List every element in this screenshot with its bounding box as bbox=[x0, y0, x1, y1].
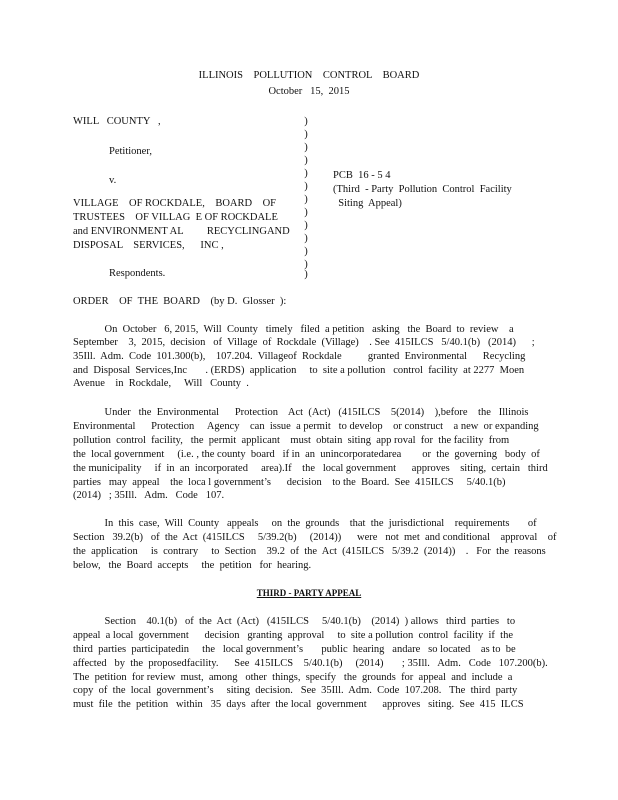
para3-line: In this case, Will County appeals on the grounds that the jurisdictional requirements of bbox=[73, 518, 537, 529]
caption-paren: ) bbox=[304, 116, 308, 127]
para1-line: On October 6, 2015, Will County timely filed a petition asking the Board to review a bbox=[73, 324, 514, 335]
caption-paren: ) bbox=[304, 142, 308, 153]
petitioner-label: Petitioner, bbox=[109, 146, 153, 157]
caption-paren: ) bbox=[304, 129, 308, 140]
case-type-line: (Third - Party Pollution Control Facility bbox=[333, 184, 512, 195]
para3-line: Section 39.2(b) of the Act (415ILCS 5/39.2(b) (2014)) were not met and conditional approval of bbox=[73, 532, 557, 543]
caption-paren: ) bbox=[304, 233, 308, 244]
case-number: PCB 16 - 5 4 bbox=[333, 170, 391, 181]
petitioner-party-name: WILL COUNTY , bbox=[73, 116, 161, 127]
respondent-name-line: DISPOSAL SERVICES, INC , bbox=[73, 240, 224, 251]
para1-line: and Disposal Services,Inc . (ERDS) application to site a pollution control facility at 2277 Moen bbox=[73, 365, 525, 376]
caption-paren: ) bbox=[304, 181, 308, 192]
caption-paren: ) bbox=[304, 246, 308, 257]
para4-line: copy of the local government’s siting decision. See 35Ill. Adm. Code 107.208. The third party bbox=[73, 685, 518, 696]
order-line: ORDER OF THE BOARD (by D. Glosser ): bbox=[73, 296, 287, 307]
caption-paren: ) bbox=[304, 155, 308, 166]
respondent-name-line: VILLAGE OF ROCKDALE, BOARD OF bbox=[73, 198, 277, 209]
para1-line: Avenue in Rockdale, Will County . bbox=[73, 378, 249, 389]
para4-line: appeal a local government decision granting approval to site a pollution control facility if the bbox=[73, 630, 514, 641]
respondents-label: Respondents. bbox=[109, 268, 166, 279]
para4-line: must file the petition within 35 days after the local government approves siting. See 415 ILCS bbox=[73, 699, 524, 710]
section-heading bbox=[0, 589, 618, 598]
caption-paren: ) bbox=[304, 220, 308, 231]
case-type-line: Siting Appeal) bbox=[333, 198, 402, 209]
respondent-name-line: TRUSTEES OF VILLAG E OF ROCKDALE bbox=[73, 212, 278, 223]
para2-line: Under the Environmental Protection Act (Act) (415ILCS 5(2014) ),before the Illinois bbox=[73, 407, 529, 418]
caption-paren: ) bbox=[304, 259, 308, 270]
para2-line: (2014) ; 35Ill. Adm. Code 107. bbox=[73, 490, 225, 501]
para3-line: the application is contrary to Section 39.2 of the Act (415ILCS 5/39.2 (2014)) . For the reasons bbox=[73, 546, 546, 557]
para2-line: parties may appeal the loca l government’s decision to the Board. See 415ILCS 5/40.1(b) bbox=[73, 477, 506, 488]
para2-line: pollution control facility, the permit applicant must obtain siting app roval for the facility from bbox=[73, 435, 510, 446]
para1-line: 35Ill. Adm. Code 101.300(b), 107.204. Villageof Rockdale granted Environmental Recycling bbox=[73, 351, 526, 362]
para3-line: below, the Board accepts the petition for hearing. bbox=[73, 560, 312, 571]
para2-line: the municipality if in an incorporated area).If the local government approves siting, certain third bbox=[73, 463, 548, 474]
caption-paren: ) bbox=[304, 269, 308, 280]
para4-line: The petition for review must, among other things, specify the grounds for appeal and include a bbox=[73, 672, 513, 683]
caption-paren: ) bbox=[304, 168, 308, 179]
para2-line: Environmental Protection Agency can issue a permit to develop or construct a new or expanding bbox=[73, 421, 539, 432]
section-heading-text: THIRD - PARTY APPEAL bbox=[256, 588, 362, 598]
respondent-name-line: and ENVIRONMENT AL RECYCLINGAND bbox=[73, 226, 290, 237]
caption-paren: ) bbox=[304, 207, 308, 218]
para4-line: affected by the proposedfacility. See 415ILCS 5/40.1(b) (2014) ; 35Ill. Adm. Code 107.200(b). bbox=[73, 658, 548, 669]
agency-title: ILLINOIS POLLUTION CONTROL BOARD bbox=[198, 70, 420, 81]
para2-line: the local government (i.e. , the county board if in an unincorporatedarea or the governing body of bbox=[73, 449, 540, 460]
para1-line: September 3, 2015, decision of Village of Rockdale (Village) . See 415ILCS 5/40.1(b) (2014) ; bbox=[73, 337, 535, 348]
order-date: October 15, 2015 bbox=[268, 86, 350, 97]
para4-line: third parties participatedin the local government’s public hearing andare so located as to be bbox=[73, 644, 516, 655]
caption-paren: ) bbox=[304, 194, 308, 205]
para4-line: Section 40.1(b) of the Act (Act) (415ILCS 5/40.1(b) (2014) ) allows third parties to bbox=[73, 616, 516, 627]
versus-label: v. bbox=[109, 175, 117, 186]
